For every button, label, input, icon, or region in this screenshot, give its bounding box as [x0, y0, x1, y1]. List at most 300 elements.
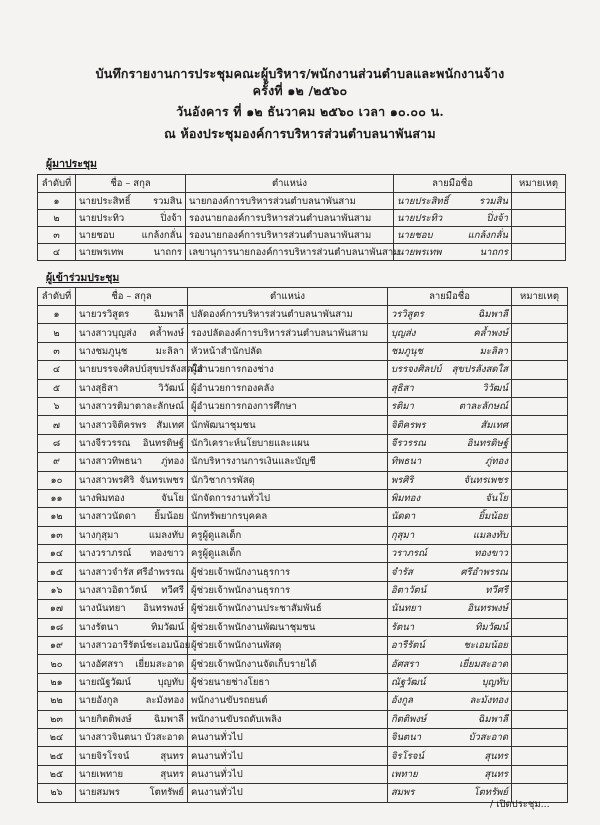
signature-last: ทวีศรี [485, 585, 508, 597]
signature-cell [388, 655, 512, 673]
name-cell [76, 324, 188, 342]
table-row [38, 508, 568, 526]
column-header: หมายเหตุ [512, 175, 566, 193]
remarks-cell [512, 489, 568, 507]
first-name: นายกิตติพงษ์ [79, 713, 132, 725]
last-name: ละมังทอง [145, 695, 184, 707]
last-name: สุนทร [160, 768, 184, 780]
table-header-row [38, 175, 566, 193]
signature-cell [394, 193, 512, 210]
last-name: อินทรดิษฐ์ [142, 437, 184, 449]
table-row [38, 545, 568, 563]
remarks-cell [512, 581, 568, 599]
signature-first: อังกูล [391, 695, 413, 707]
position-cell: ผู้ช่วยเจ้าพนักงานธุรการ [188, 581, 388, 599]
document-title: บันทึกรายงานการประชุมคณะผู้บริหาร/พนักงานส่วนตำบลและพนักงานจ้าง [95, 66, 505, 81]
row-number: ๔ [38, 361, 76, 379]
signature-first: จิรโรจน์ [391, 750, 424, 762]
remarks-cell [512, 655, 568, 673]
signature-last: จันทรเพชร [463, 474, 508, 486]
attendees-table [37, 174, 566, 261]
signature-first: นายชอบ [397, 229, 433, 241]
first-name: นายประสิทธิ์ [79, 195, 131, 207]
signature-cell [388, 673, 512, 691]
position-cell: ผู้ช่วยเจ้าพนักงานธุรการ [188, 563, 388, 581]
first-name: นายวรวิสูตร [79, 309, 130, 321]
row-number: ๔ [38, 244, 76, 261]
signature-last: ฉิมพาลี [477, 309, 508, 321]
participants-heading: ผู้เข้าร่วมประชุม [46, 272, 120, 284]
column-header: ตำแหน่ง [188, 288, 388, 306]
remarks-cell [512, 765, 568, 783]
last-name: ทวีศรี [161, 585, 184, 597]
position-cell: พนักงานขับรถยนต์ [188, 692, 388, 710]
first-name: นางอัศสรา [79, 658, 124, 670]
name-cell [76, 600, 188, 618]
table-row [38, 655, 568, 673]
signature-cell [388, 563, 512, 581]
signature-cell [388, 306, 512, 324]
remarks-cell [512, 673, 568, 691]
signature-first: รัตนา [391, 621, 415, 633]
last-name: มะลิลา [155, 345, 184, 357]
signature-cell [394, 244, 512, 261]
signature-cell [388, 508, 512, 526]
position-cell: คนงานทั่วไป [188, 728, 388, 746]
first-name: นายณัฐวัฒน์ [79, 677, 131, 688]
first-name: นายเพทาย [79, 768, 124, 780]
first-name: นางสาวจินตนา [79, 732, 142, 744]
signature-cell [388, 416, 512, 434]
first-name: นางชมภูนุช [79, 345, 128, 357]
table-row [38, 692, 568, 710]
row-number: ๑๕ [38, 563, 76, 581]
signature-cell [388, 379, 512, 397]
signature-first: รติมา [391, 401, 414, 413]
signature-cell [388, 342, 512, 360]
row-number: ๒๔ [38, 728, 76, 746]
signature-first: ทิพธนา [391, 456, 422, 468]
position-cell: รองนายกองค์การบริหารส่วนตำบลนาพันสาม [186, 210, 394, 227]
position-cell: รองปลัดองค์การบริหารส่วนตำบลนาพันสาม [188, 324, 388, 342]
table-row [38, 434, 568, 452]
signature-cell [388, 361, 512, 379]
name-cell [76, 618, 188, 636]
table-row [38, 306, 568, 324]
last-name: ปิ่งจ้า [160, 212, 182, 224]
table-row [38, 784, 568, 802]
signature-last: อินทรดิษฐ์ [466, 437, 508, 449]
remarks-cell [512, 453, 568, 471]
signature-first: พรศิริ [391, 474, 414, 486]
table-row [38, 637, 568, 655]
position-cell: ผู้อำนวยการกองการศึกษา [188, 397, 388, 415]
row-number: ๑๓ [38, 526, 76, 544]
last-name: วิวัฒน์ [158, 382, 184, 394]
table-row [38, 618, 568, 636]
signature-last: สัมเทศ [480, 419, 508, 431]
last-name: ยิ้มน้อย [154, 511, 184, 523]
signature-first: อารีรัตน์ [391, 640, 425, 652]
signature-cell [388, 728, 512, 746]
remarks-cell [512, 728, 568, 746]
name-cell [76, 673, 188, 691]
position-cell: ผู้ช่วยเจ้าพนักงานพัฒนาชุมชน [188, 618, 388, 636]
signature-cell [388, 710, 512, 728]
signature-first: ชมภูนุช [391, 345, 423, 357]
name-cell [76, 637, 191, 655]
row-number: ๗ [38, 416, 76, 434]
signature-last: แมลงทับ [472, 529, 508, 541]
table-row [38, 342, 568, 360]
first-name: นางสาวบุญส่ง [79, 327, 137, 339]
signature-first: อัศสรา [391, 658, 419, 670]
signature-first: สุธิสา [391, 382, 414, 394]
position-cell: รองนายกองค์การบริหารส่วนตำบลนาพันสาม [186, 227, 394, 244]
remarks-cell [512, 342, 568, 360]
last-name: ศรีอำพรรณ [136, 566, 184, 578]
signature-first: บุญส่ง [391, 327, 416, 339]
name-cell [76, 342, 188, 360]
position-cell: ผู้ช่วยเจ้าพนักงานประชาสัมพันธ์ [188, 600, 388, 618]
table-row [38, 728, 568, 746]
column-header: ลายมือชื่อ [388, 288, 512, 306]
table-row [38, 453, 568, 471]
signature-first: จิติครพร [391, 419, 426, 431]
signature-cell [388, 581, 512, 599]
last-name: สัมเทศ [156, 419, 184, 431]
row-number: ๑๒ [38, 508, 76, 526]
row-number: ๒๕ [38, 765, 76, 783]
first-name: นายประทิว [79, 212, 125, 224]
signature-first: พิมทอง [391, 493, 421, 505]
signature-last: ละมังทอง [469, 695, 508, 707]
last-name: นาถกร [153, 246, 182, 258]
row-number: ๑๖ [38, 581, 76, 599]
signature-first: จินตนา [391, 732, 422, 744]
signature-last: นาถกร [479, 246, 508, 258]
meeting-location: ณ ห้องประชุมองค์การบริหารส่วนตำบลนาพันสาม [164, 126, 436, 141]
last-name: บุญทับ [157, 677, 184, 688]
signature-cell [394, 210, 512, 227]
position-cell: คนงานทั่วไป [188, 784, 388, 802]
row-number: ๑๘ [38, 618, 76, 636]
signature-cell [388, 747, 512, 765]
first-name: นางสาวพรศิริ [79, 474, 135, 486]
signature-first: นายพรเทพ [397, 246, 442, 258]
remarks-cell [512, 471, 568, 489]
table-row [38, 227, 566, 244]
last-name: คล้ำพงษ์ [149, 327, 184, 339]
signature-last: แกล้งกลั่น [467, 229, 508, 241]
position-cell: พนักงานขับรถดับเพลิง [188, 710, 388, 728]
row-number: ๑๗ [38, 600, 76, 618]
signature-last: โตทรัพย์ [473, 787, 508, 799]
position-cell: คนงานทั่วไป [188, 765, 388, 783]
row-number: ๒๖ [38, 784, 76, 802]
table-row [38, 324, 568, 342]
table-row [38, 563, 568, 581]
signature-first: นันทยา [391, 603, 422, 615]
name-cell [76, 765, 188, 783]
table-row [38, 526, 568, 544]
name-cell [76, 361, 204, 379]
signature-last: ปิ่งจ้า [486, 212, 508, 224]
position-cell: หัวหน้าสำนักปลัด [188, 342, 388, 360]
position-cell: นักวิชาการพัสดุ [188, 471, 388, 489]
name-cell [76, 244, 186, 261]
name-cell [76, 563, 188, 581]
remarks-cell [512, 637, 568, 655]
signature-last: บัวสะอาด [468, 732, 508, 744]
table-row [38, 416, 568, 434]
first-name: นายสมพร [79, 787, 120, 799]
first-name: นางสาวรติมา [79, 401, 135, 413]
signature-first: ณัฐวัฒน์ [391, 677, 426, 688]
signature-cell [388, 618, 512, 636]
name-cell [76, 379, 188, 397]
last-name: แกล้งกลั่น [141, 229, 182, 241]
signature-last: รวมสิน [479, 195, 508, 207]
table-row [38, 581, 568, 599]
remarks-cell [512, 600, 568, 618]
remarks-cell [512, 416, 568, 434]
signature-first: จำรัส [391, 566, 413, 578]
position-cell: ผู้อำนวยการกองช่าง [188, 361, 388, 379]
last-name: แมลงทับ [148, 529, 184, 541]
name-cell [76, 193, 186, 210]
table-row [38, 471, 568, 489]
row-number: ๖ [38, 397, 76, 415]
signature-last: ชะเอมน้อย [463, 640, 508, 652]
name-cell [76, 434, 188, 452]
column-header: ชื่อ – สกุล [76, 288, 188, 306]
meeting-date-time: วันอังคาร ที่ ๑๒ ธันวาคม ๒๕๖๐ เวลา ๑๐.๐๐ น. [176, 104, 444, 119]
last-name: ทองขาว [150, 548, 184, 560]
table-row [38, 600, 568, 618]
last-name: เยี่ยมสะอาด [135, 658, 184, 670]
table-row [38, 379, 568, 397]
name-cell [76, 728, 188, 746]
remarks-cell [512, 710, 568, 728]
first-name: นางวราภรณ์ [79, 548, 132, 560]
signature-cell [394, 227, 512, 244]
signature-cell [388, 637, 512, 655]
signature-last: ยิ้มน้อย [478, 511, 508, 523]
row-number: ๓ [38, 342, 76, 360]
position-cell: นักพัฒนาชุมชน [188, 416, 388, 434]
first-name: นายจิรโรจน์ [79, 750, 130, 762]
table-row [38, 193, 566, 210]
remarks-cell [512, 193, 566, 210]
table-row [38, 397, 568, 415]
position-cell: นักวิเคราะห์นโยบายและแผน [188, 434, 388, 452]
name-cell [76, 508, 188, 526]
signature-last: ตาละลักษณ์ [458, 401, 508, 413]
position-cell: นักจัดการงานทั่วไป [188, 489, 388, 507]
name-cell [76, 784, 188, 802]
last-name: ชะเอมน้อย [145, 640, 191, 652]
position-cell: เลขานุการนายกองค์การบริหารส่วนตำบลนาพันสาม [186, 244, 394, 261]
signature-cell [388, 324, 512, 342]
position-cell: นักบริหารงานการเงินและบัญชี [188, 453, 388, 471]
signature-last: ฉิมพาลี [477, 713, 508, 725]
first-name: นางสุธิสา [79, 382, 119, 394]
first-name: นางพิมทอง [79, 493, 125, 505]
signature-cell [388, 434, 512, 452]
name-cell [76, 489, 188, 507]
first-name: นางรัตนา [79, 621, 119, 633]
signature-first: กิตติพงษ์ [391, 713, 427, 725]
remarks-cell [512, 545, 568, 563]
signature-cell [388, 600, 512, 618]
signature-last: ภู่ทอง [485, 456, 508, 468]
signature-first: นายประทิว [397, 212, 443, 224]
table-row [38, 210, 566, 227]
position-cell: ครูผู้ดูแลเด็ก [188, 526, 388, 544]
row-number: ๑๑ [38, 489, 76, 507]
first-name: นายอังกูล [79, 695, 119, 707]
name-cell [76, 581, 188, 599]
column-header: ลายมือชื่อ [394, 175, 512, 193]
first-name: นางสาวนัดดา [79, 511, 137, 523]
signature-first: นายประสิทธิ์ [397, 195, 449, 207]
signature-first: วราภรณ์ [391, 548, 427, 560]
signature-last: สุขปรลังสดใส [451, 364, 508, 376]
signature-cell [388, 765, 512, 783]
signature-cell [388, 692, 512, 710]
signature-last: ศรีอำพรรณ [460, 566, 508, 578]
column-header: ลำดับที่ [38, 288, 76, 306]
name-cell [76, 545, 188, 563]
position-cell: ผู้ช่วยเจ้าพนักงานจัดเก็บรายได้ [188, 655, 388, 673]
row-number: ๙ [38, 453, 76, 471]
first-name: นายชอบ [79, 229, 115, 241]
position-cell: ครูผู้ดูแลเด็ก [188, 545, 388, 563]
signature-first: กุสุมา [391, 529, 415, 541]
last-name: ฉิมพาลี [153, 309, 184, 321]
name-cell [76, 747, 188, 765]
signature-last: อินทรพงษ์ [467, 603, 508, 615]
row-number: ๑๐ [38, 471, 76, 489]
meeting-number: ครั้งที่ ๑๒ /๒๕๖๐ [252, 83, 348, 98]
table-row [38, 765, 568, 783]
last-name: จันโย [161, 493, 184, 505]
remarks-cell [512, 397, 568, 415]
remarks-cell [512, 618, 568, 636]
last-name: รวมสิน [153, 195, 182, 207]
name-cell [76, 655, 188, 673]
remarks-cell [512, 227, 566, 244]
table-row [38, 489, 568, 507]
last-name: ทิมวัฒน์ [151, 621, 184, 633]
remarks-cell [512, 361, 568, 379]
signature-last: มะลิลา [479, 345, 508, 357]
signature-last: จันโย [485, 493, 508, 505]
remarks-cell [512, 306, 568, 324]
position-cell: นักทรัพยากรบุคคล [188, 508, 388, 526]
remarks-cell [512, 563, 568, 581]
remarks-cell [512, 526, 568, 544]
signature-first: อิตาวัตน์ [391, 585, 427, 597]
signature-last: สุนทร [484, 750, 508, 762]
signature-first: เพทาย [391, 768, 418, 780]
row-number: ๒๒ [38, 692, 76, 710]
row-number: ๑ [38, 306, 76, 324]
table-row [38, 673, 568, 691]
signature-cell [388, 526, 512, 544]
row-number: ๑ [38, 193, 76, 210]
signature-last: เยี่ยมสะอาด [459, 658, 508, 670]
remarks-cell [512, 692, 568, 710]
signature-cell [388, 471, 512, 489]
name-cell [76, 471, 188, 489]
row-number: ๒๕ [38, 747, 76, 765]
signature-last: ทองขาว [474, 548, 508, 560]
row-number: ๒๐ [38, 655, 76, 673]
last-name: จันทรเพชร [139, 474, 184, 486]
first-name: นายบรรจงศิลปบ์ [79, 364, 147, 376]
signature-last: สุนทร [484, 768, 508, 780]
column-header: หมายเหตุ [512, 288, 568, 306]
name-cell [76, 227, 186, 244]
last-name: อินทรพงษ์ [143, 603, 184, 615]
signature-first: บรรจงศิลปบ์ [391, 364, 442, 376]
remarks-cell [512, 747, 568, 765]
remarks-cell [512, 508, 568, 526]
name-cell [76, 453, 188, 471]
position-cell: ผู้ช่วยเจ้าพนักงานพัสดุ [188, 637, 388, 655]
signature-first: วรวิสูตร [391, 309, 424, 321]
table-header-row [38, 288, 568, 306]
remarks-cell [512, 434, 568, 452]
remarks-cell [512, 244, 566, 261]
signature-first: สมพร [391, 787, 415, 799]
first-name: นายพรเทพ [79, 246, 124, 258]
name-cell [76, 306, 188, 324]
first-name: นางสาวอารีรัตน์ [79, 640, 146, 652]
signature-last: คล้ำพงษ์ [473, 327, 508, 339]
first-name: นางสาวทิพธนา [79, 456, 143, 468]
first-name: นางสาวอิตาวัตน์ [79, 585, 148, 597]
row-number: ๘ [38, 434, 76, 452]
table-row [38, 747, 568, 765]
name-cell [76, 526, 188, 544]
row-number: ๕ [38, 379, 76, 397]
first-name: นางจีรวรรณ [79, 437, 131, 449]
continuation-note: / เปิดประชุม... [490, 799, 550, 810]
name-cell [76, 397, 188, 415]
row-number: ๒ [38, 210, 76, 227]
signature-last: ทิมวัฒน์ [475, 621, 508, 633]
row-number: ๓ [38, 227, 76, 244]
first-name: นางสาวจิติครพร [79, 419, 147, 431]
table-row [38, 361, 568, 379]
position-cell: ผู้ช่วยนายช่างโยธา [188, 673, 388, 691]
first-name: นางนันทยา [79, 603, 126, 615]
last-name: ภู่ทอง [161, 456, 184, 468]
last-name: สุนทร [160, 750, 184, 762]
row-number: ๒๑ [38, 673, 76, 691]
row-number: ๒๓ [38, 710, 76, 728]
first-name: นางกุสุมา [79, 529, 119, 541]
name-cell [76, 710, 188, 728]
position-cell: นายกองค์การบริหารส่วนตำบลนาพันสาม [186, 193, 394, 210]
name-cell [76, 692, 188, 710]
last-name: โตทรัพย์ [149, 787, 184, 799]
column-header: ตำแหน่ง [186, 175, 394, 193]
signature-first: นัดดา [391, 511, 416, 523]
